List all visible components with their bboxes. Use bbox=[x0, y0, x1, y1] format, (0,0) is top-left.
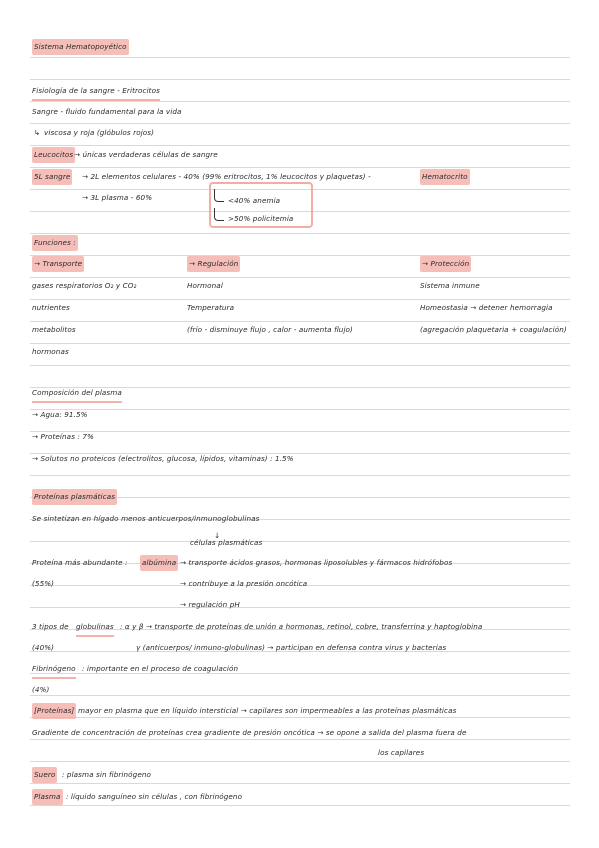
text-line bbox=[32, 256, 575, 272]
down-arrow-icon: ↓ bbox=[214, 531, 221, 540]
section-title: Proteínas plasmáticas bbox=[32, 489, 117, 505]
section-title: Funciones : bbox=[32, 235, 78, 251]
page-title-line bbox=[32, 39, 575, 55]
ruled-line bbox=[30, 145, 570, 146]
text-line bbox=[32, 661, 575, 677]
list-item: Temperatura bbox=[187, 303, 235, 312]
list-item: Hormonal bbox=[187, 281, 223, 290]
ruled-line bbox=[30, 79, 570, 80]
text-line bbox=[32, 597, 575, 613]
list-item: → Proteínas : 7% bbox=[32, 432, 94, 441]
ruled-line bbox=[30, 761, 570, 762]
text-line bbox=[32, 278, 575, 294]
ruled-line bbox=[30, 475, 570, 476]
text-line bbox=[32, 300, 575, 316]
gamma-globulinas-text: γ (anticuerpos/ inmuno-globulinas) → participan en defensa contra virus y bacterias bbox=[136, 643, 447, 652]
proteinas-tag: [Proteínas] bbox=[32, 703, 76, 719]
text-line bbox=[32, 125, 575, 141]
text-line bbox=[32, 344, 575, 360]
text-line bbox=[32, 576, 575, 592]
list-item: gases respiratorios O₂ y CO₂ bbox=[32, 281, 137, 290]
list-item: nutrientes bbox=[32, 303, 70, 312]
page-title: Sistema Hematopoyético bbox=[32, 39, 129, 55]
list-item: → Solutos no proteicos (electrolitos, glucosa, lípidos, vitaminas) : 1.5% bbox=[32, 454, 294, 463]
col-proteccion-title: → Protección bbox=[420, 256, 471, 272]
globulinas-percent: (40%) bbox=[32, 643, 55, 652]
section-funciones-title-line bbox=[32, 235, 575, 251]
text-line bbox=[32, 682, 575, 698]
text-line bbox=[32, 104, 575, 120]
ruled-line bbox=[30, 101, 570, 102]
sintesis-text: Se sintetizan en hígado menos anticuerpos/inmunoglobulinas bbox=[32, 514, 260, 523]
ruled-line bbox=[30, 233, 570, 234]
list-item: Homeostasia → detener hemorragia bbox=[420, 303, 553, 312]
leucocitos-label: Leucocitos bbox=[32, 147, 75, 163]
plasma-volume-text: → 3L plasma - 60% bbox=[82, 193, 153, 202]
list-item: metabolitos bbox=[32, 325, 76, 334]
text-line bbox=[32, 619, 575, 635]
col-regulacion-title: → Regulación bbox=[187, 256, 240, 272]
ruled-line bbox=[30, 783, 570, 784]
list-item: → regulación pH bbox=[180, 600, 240, 609]
ruled-line bbox=[30, 365, 570, 366]
fibrinogeno-label: Fibrinógeno bbox=[32, 661, 76, 679]
hematocrito-label: Hematocrito bbox=[420, 169, 470, 185]
list-item: → Agua: 91.5% bbox=[32, 410, 88, 419]
text-line bbox=[228, 193, 575, 209]
list-item: (agregación plaquetaria + coagulación) bbox=[420, 325, 567, 334]
section-fisiologia-title-line bbox=[32, 83, 575, 99]
plasma-text: : líquido sanguíneo sin células , con fibrinógeno bbox=[66, 792, 243, 801]
ruled-line bbox=[30, 805, 570, 806]
list-item: hormonas bbox=[32, 347, 69, 356]
text-line bbox=[32, 322, 575, 338]
globulinas-text: : α y β → transporte de proteínas de unión a hormonas, retinol, cobre, transferrina y haptoglobina bbox=[120, 622, 483, 631]
suero-label: Suero bbox=[32, 767, 57, 783]
globulinas-intro: 3 tipos de bbox=[32, 622, 69, 631]
text-line bbox=[228, 211, 575, 227]
text-line bbox=[32, 555, 575, 571]
elementos-celulares-text: → 2L elementos celulares - 40% (99% eritrocitos, 1% leucocitos y plaquetas) - bbox=[82, 172, 371, 181]
text-line bbox=[32, 528, 575, 547]
list-item: Sistema inmune bbox=[420, 281, 480, 290]
text-line bbox=[32, 451, 575, 467]
gradiente-text-end: los capilares bbox=[378, 748, 425, 757]
ruled-line bbox=[30, 167, 570, 168]
section-title: Composición del plasma bbox=[32, 385, 122, 403]
list-item: (frío - disminuye flujo , calor - aumenta flujo) bbox=[187, 325, 353, 334]
plasma-label: Plasma bbox=[32, 789, 63, 805]
anemia-text: <40% anemia bbox=[228, 196, 281, 205]
ruled-line bbox=[30, 57, 570, 58]
text-line bbox=[32, 640, 575, 656]
albumina-label: albúmina bbox=[140, 555, 178, 571]
sangre-definition: Sangre - fluido fundamental para la vida bbox=[32, 107, 182, 116]
globulinas-label: globulinas bbox=[76, 619, 114, 637]
text-line bbox=[32, 725, 575, 741]
section-proteinas-title-line bbox=[32, 489, 575, 505]
text-line bbox=[32, 703, 575, 719]
branch-arrow-icon bbox=[214, 189, 224, 202]
celulas-plasmaticas-text: células plasmáticas bbox=[190, 538, 263, 547]
text-line bbox=[32, 429, 575, 445]
text-line bbox=[32, 789, 575, 805]
albumina-percent: (55%) bbox=[32, 579, 55, 588]
section-composicion-title-line bbox=[32, 385, 575, 401]
albumina-intro: Proteína más abundante : bbox=[32, 558, 128, 567]
text-line bbox=[32, 767, 575, 783]
branch-arrow-icon bbox=[214, 208, 224, 221]
policitemia-text: >50% policitemia bbox=[228, 214, 294, 223]
text-line bbox=[32, 147, 575, 163]
ruled-line bbox=[30, 123, 570, 124]
text-line bbox=[32, 407, 575, 423]
gradiente-text: Gradiente de concentración de proteínas crea gradiente de presión oncótica → se opone a salida del plasma fuera de bbox=[32, 728, 467, 737]
fibrinogeno-text: : importante en el proceso de coagulación bbox=[82, 664, 239, 673]
albumina-transport-text: → transporte ácidos grasos, hormonas liposolubles y fármacos hidrófobos bbox=[180, 558, 453, 567]
text-line bbox=[32, 511, 575, 527]
text-line bbox=[32, 745, 575, 761]
leucocitos-text: → únicas verdaderas células de sangre bbox=[74, 150, 218, 159]
fibrinogeno-percent: (4%) bbox=[32, 685, 50, 694]
sangre-subtext: viscosa y roja (glóbulos rojos) bbox=[44, 128, 155, 137]
section-title: Fisiología de la sangre - Eritrocitos bbox=[32, 83, 160, 101]
proteinas-text: mayor en plasma que en líquido intersticial → capilares son impermeables a las proteínas plasmáticas bbox=[78, 706, 457, 715]
list-item: → contribuye a la presión oncótica bbox=[180, 579, 308, 588]
suero-text: : plasma sin fibrinógeno bbox=[62, 770, 152, 779]
sangre-volume-label: 5L sangre bbox=[32, 169, 72, 185]
col-transporte-title: → Transporte bbox=[32, 256, 84, 272]
branch-arrow-icon: ↳ bbox=[34, 128, 41, 137]
